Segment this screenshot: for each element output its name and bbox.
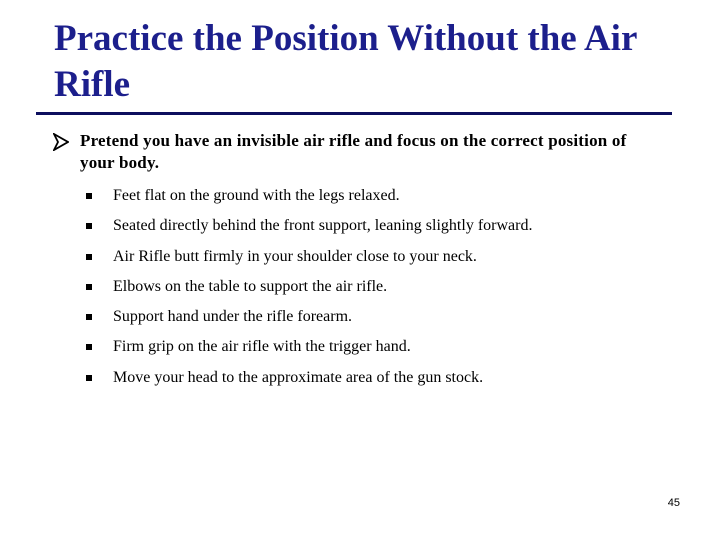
arrow-bullet-icon <box>53 133 69 151</box>
square-bullet-icon <box>86 314 92 320</box>
sub-bullet-list <box>86 184 686 396</box>
list-item <box>86 366 686 396</box>
list-item <box>86 245 686 275</box>
list-item <box>86 275 686 305</box>
list-item <box>86 184 686 214</box>
square-bullet-icon <box>86 375 92 381</box>
list-item-text: Feet flat on the ground with the legs relaxed. <box>113 187 400 204</box>
list-item-text: Firm grip on the air rifle with the trigger hand. <box>113 338 411 356</box>
square-bullet-icon <box>86 254 92 260</box>
list-item-text: Support hand under the rifle forearm. <box>113 308 353 326</box>
list-item <box>86 214 686 244</box>
square-bullet-icon <box>86 344 92 350</box>
list-item <box>86 335 686 365</box>
list-item-text: Air Rifle butt firmly in your shoulder close to your neck. <box>113 247 477 265</box>
list-item-text: Seated directly behind the front support, leaning slightly forward. <box>113 217 533 235</box>
slide-title: Practice the Position Without the Air Rifle <box>54 18 637 105</box>
page-number: 45 <box>667 497 680 509</box>
main-bullet-point <box>53 130 663 174</box>
list-item <box>86 305 686 335</box>
square-bullet-icon <box>86 284 92 290</box>
square-bullet-icon <box>86 193 92 199</box>
main-bullet-text: Pretend you have an invisible air rifle and focus on the correct position of your body. <box>80 131 627 172</box>
list-item-text: Elbows on the table to support the air rifle. <box>113 277 388 295</box>
list-item-text: Move your head to the approximate area of the gun stock. <box>113 368 484 386</box>
title-divider <box>36 112 672 115</box>
square-bullet-icon <box>86 223 92 229</box>
